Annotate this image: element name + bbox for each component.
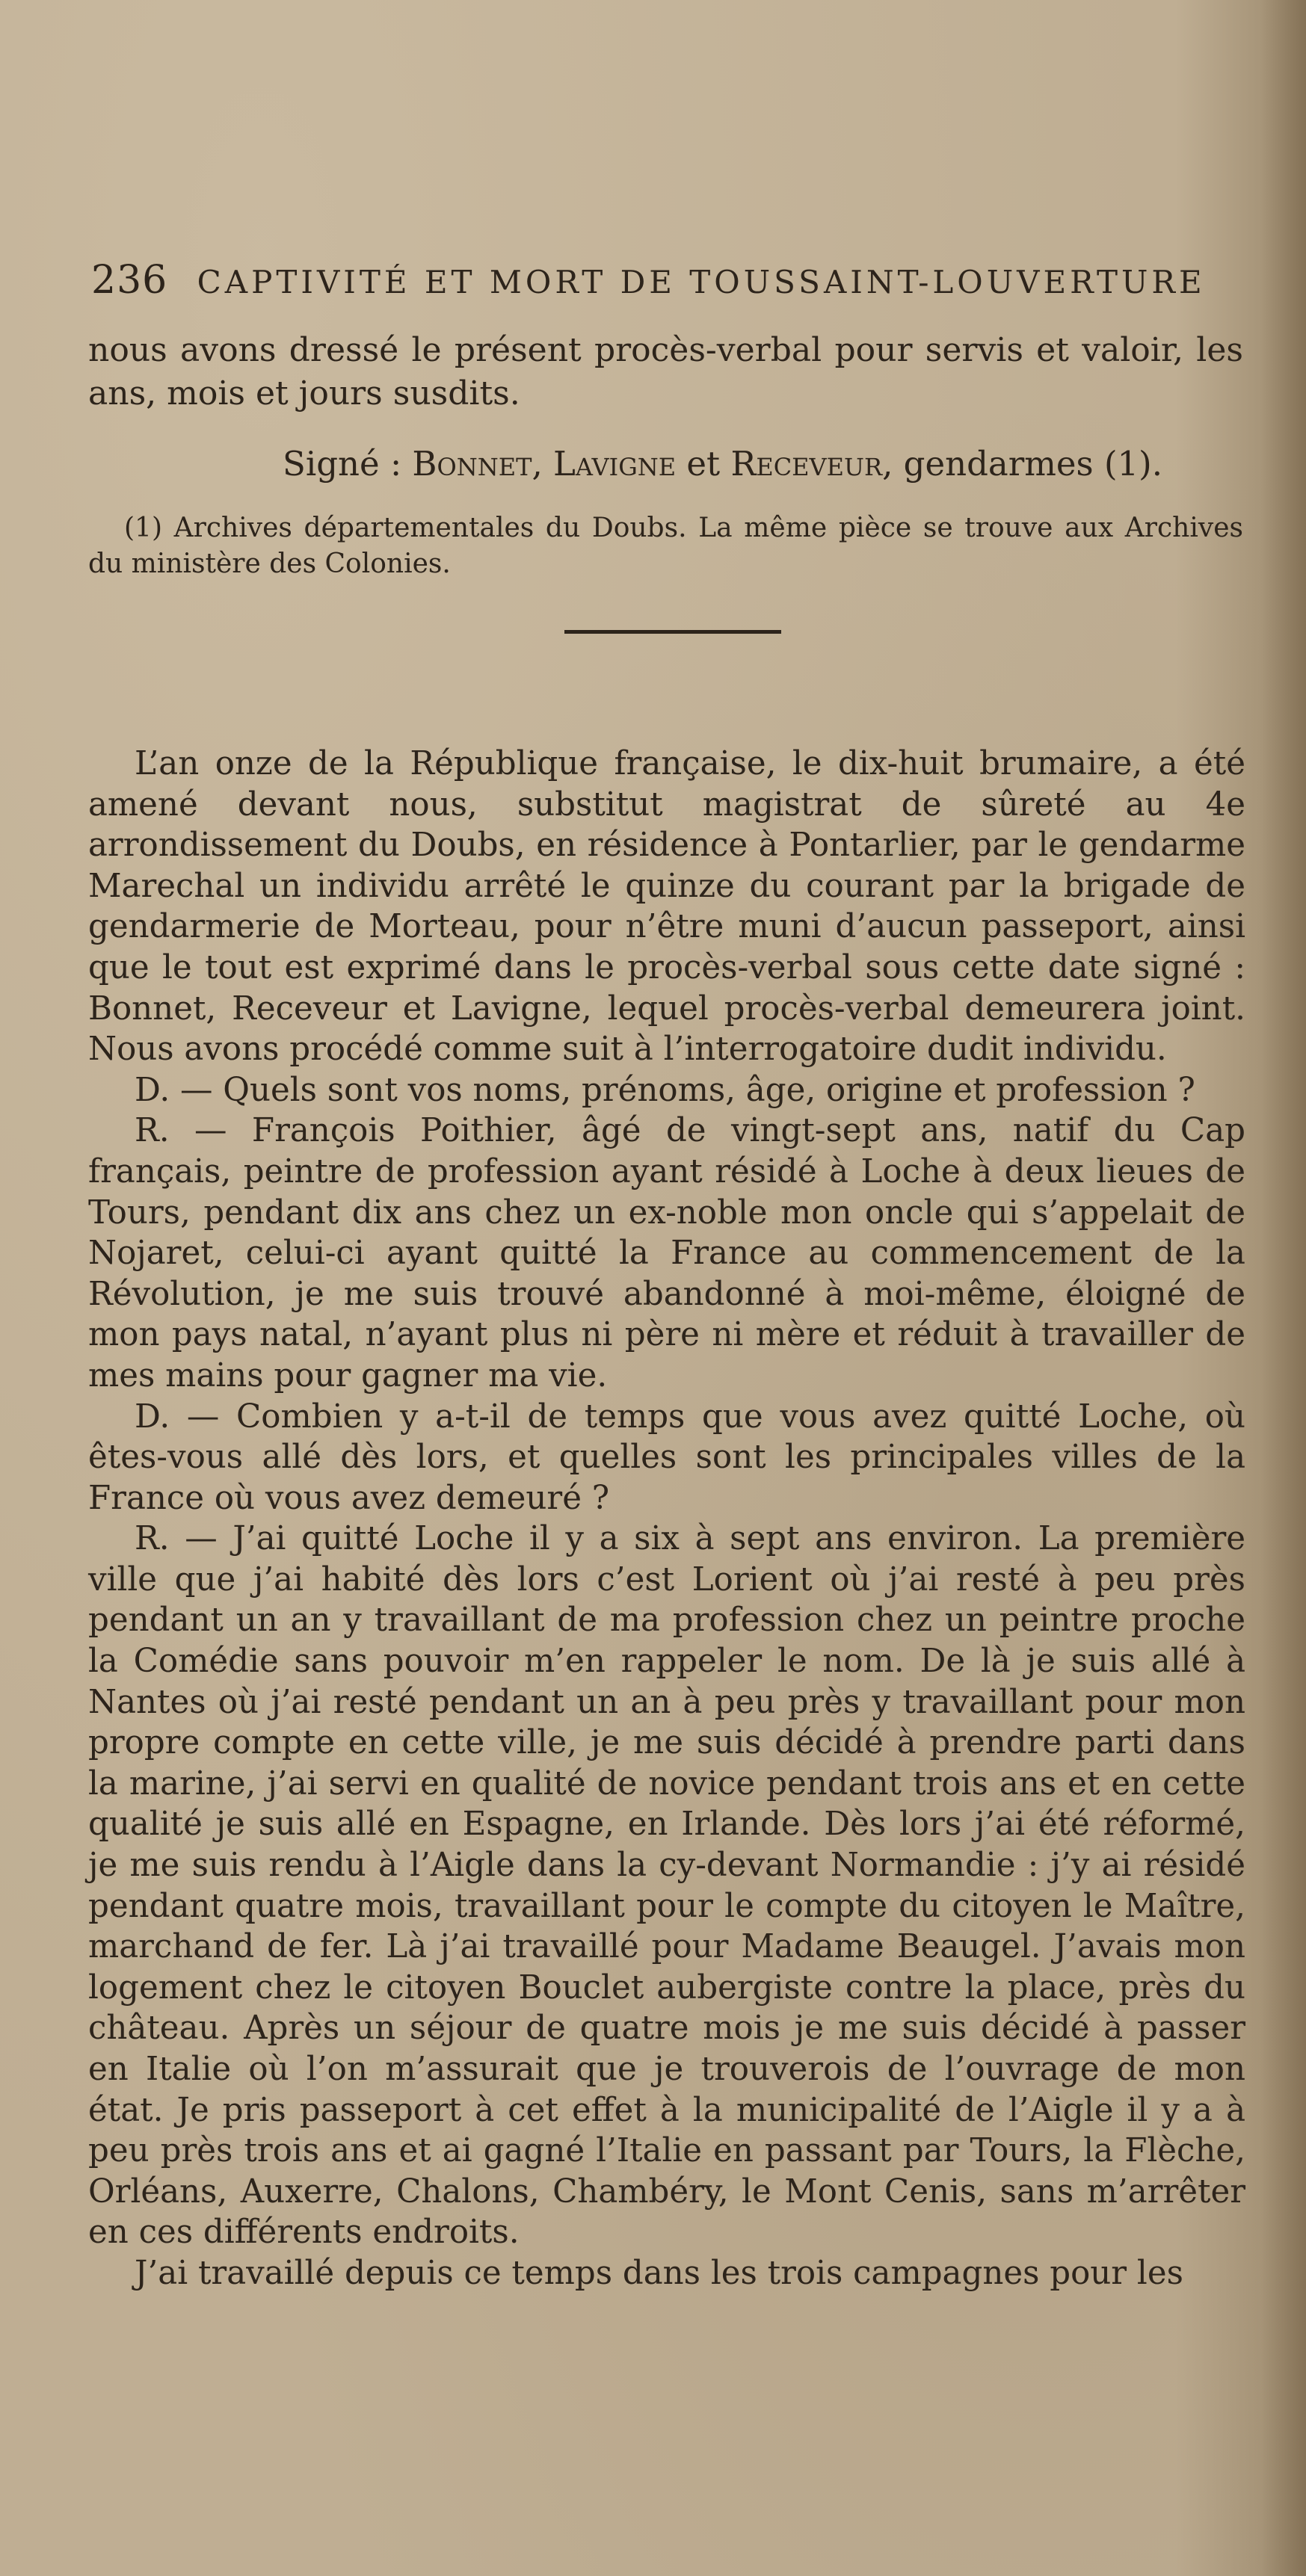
running-title: CAPTIVITÉ ET MORT DE TOUSSAINT-LOUVERTURE <box>197 264 1206 300</box>
paragraph-interrogation-intro: L’an onze de la République française, le dix-huit brumaire, a été amené devant nous, substitut magistrat de sûreté au 4e arrondissement du Doubs, en résidence à Pontarlier, par le gendarme Marechal un individu arrêté le quinze du courant par la brigade de gendarmerie de Morteau, pour n’être muni d’aucun passeport, ainsi que le tout est exprimé dans le procès-verbal sous cette date signé : Bonnet, Receveur et Lavigne, lequel procès-verbal demeurera joint. Nous avons procédé comme suit à l’interrogatoire dudit individu. <box>88 745 1245 1069</box>
paragraph-continuation-end: J’ai travaillé depuis ce temps dans les trois campagnes pour les <box>135 2254 1183 2292</box>
paragraph-question: D. — Combien y a-t-il de temps que vous avez quitté Loche, où êtes-vous allé dès lors, et quelles sont les principales villes de la France où vous avez demeuré ? <box>88 1397 1245 1517</box>
continued-paragraph <box>88 329 1243 416</box>
paragraph-answer: R. — J’ai quitté Loche il y a six à sept ans environ. La première ville que j’ai habité dès lors c’est Lorient où j’ai resté à peu près pendant un an y travaillant de ma profession chez un peintre proche la Comédie sans pouvoir m’en rappeler le nom. De là je suis allé à Nantes où j’ai resté pendant un an à peu près y travaillant pour mon propre compte en cette ville, je me suis décidé à prendre parti dans la marine, j’ai servi en qualité de novice pendant trois ans et en cette qualité je suis allé en Espagne, en Irlande. Dès lors j’ai été réformé, je me suis rendu à l’Aigle dans la cy-devant Normandie : j’y ai résidé pendant quatre mois, travaillant pour le compte du citoyen le Maître, marchand de fer. Là j’ai travaillé pour Madame Beaugel. J’avais mon logement chez le citoyen Bouclet aubergiste contre la place, près du château. Après un séjour de quatre mois je me suis décidé à passer en Italie où l’on m’assurait que je trouverois de l’ouvrage de mon état. Je pris passeport à cet effet à la municipalité de l’Aigle il y a à peu près trois ans et ai gagné l’Italie en passant par Tours, la Flèche, Orléans, Auxerre, Chalons, Chambéry, le Mont Cenis, sans m’arrêter en ces différents endroits. <box>88 1520 1245 2252</box>
section-divider <box>564 630 781 634</box>
signature-separator: et <box>676 444 731 484</box>
signatory-lavigne: Lavigne <box>553 444 677 484</box>
footnote: (1) Archives départementales du Doubs. La même pièce se trouve aux Archives du ministère des Colonies. <box>88 513 1243 579</box>
paragraph-question: D. — Quels sont vos noms, prénoms, âge, origine et profession ? <box>135 1071 1195 1109</box>
signature-prefix: Signé : <box>283 444 413 484</box>
signature-separator: , <box>532 444 554 484</box>
page-number: 236 <box>91 258 168 303</box>
running-header <box>91 258 1206 310</box>
signature-suffix: , gendarmes (1). <box>882 444 1162 484</box>
signatory-receveur: Receveur <box>730 444 883 484</box>
page-edge-shadow <box>1261 0 1306 2576</box>
signatory-bonnet: Bonnet <box>412 444 532 484</box>
paragraph-answer: R. — François Poithier, âgé de vingt-sept ans, natif du Cap français, peintre de profession ayant résidé à Loche à deux lieues de Tours, pendant dix ans chez un ex-noble mon oncle qui s’appelait de Nojaret, celui-ci ayant quitté la France au commencement de la Révolution, je me suis trouvé abandonné à moi-même, éloigné de mon pays natal, n’ayant plus ni père ni mère et réduit à travailler de mes mains pour gagner ma vie. <box>88 1112 1245 1394</box>
paragraph-continuation: nous avons dressé le présent procès-verbal pour servis et valoir, les ans, mois et jours susdits. <box>88 331 1243 413</box>
signature-line <box>283 444 1162 484</box>
body-text <box>88 744 1245 2294</box>
